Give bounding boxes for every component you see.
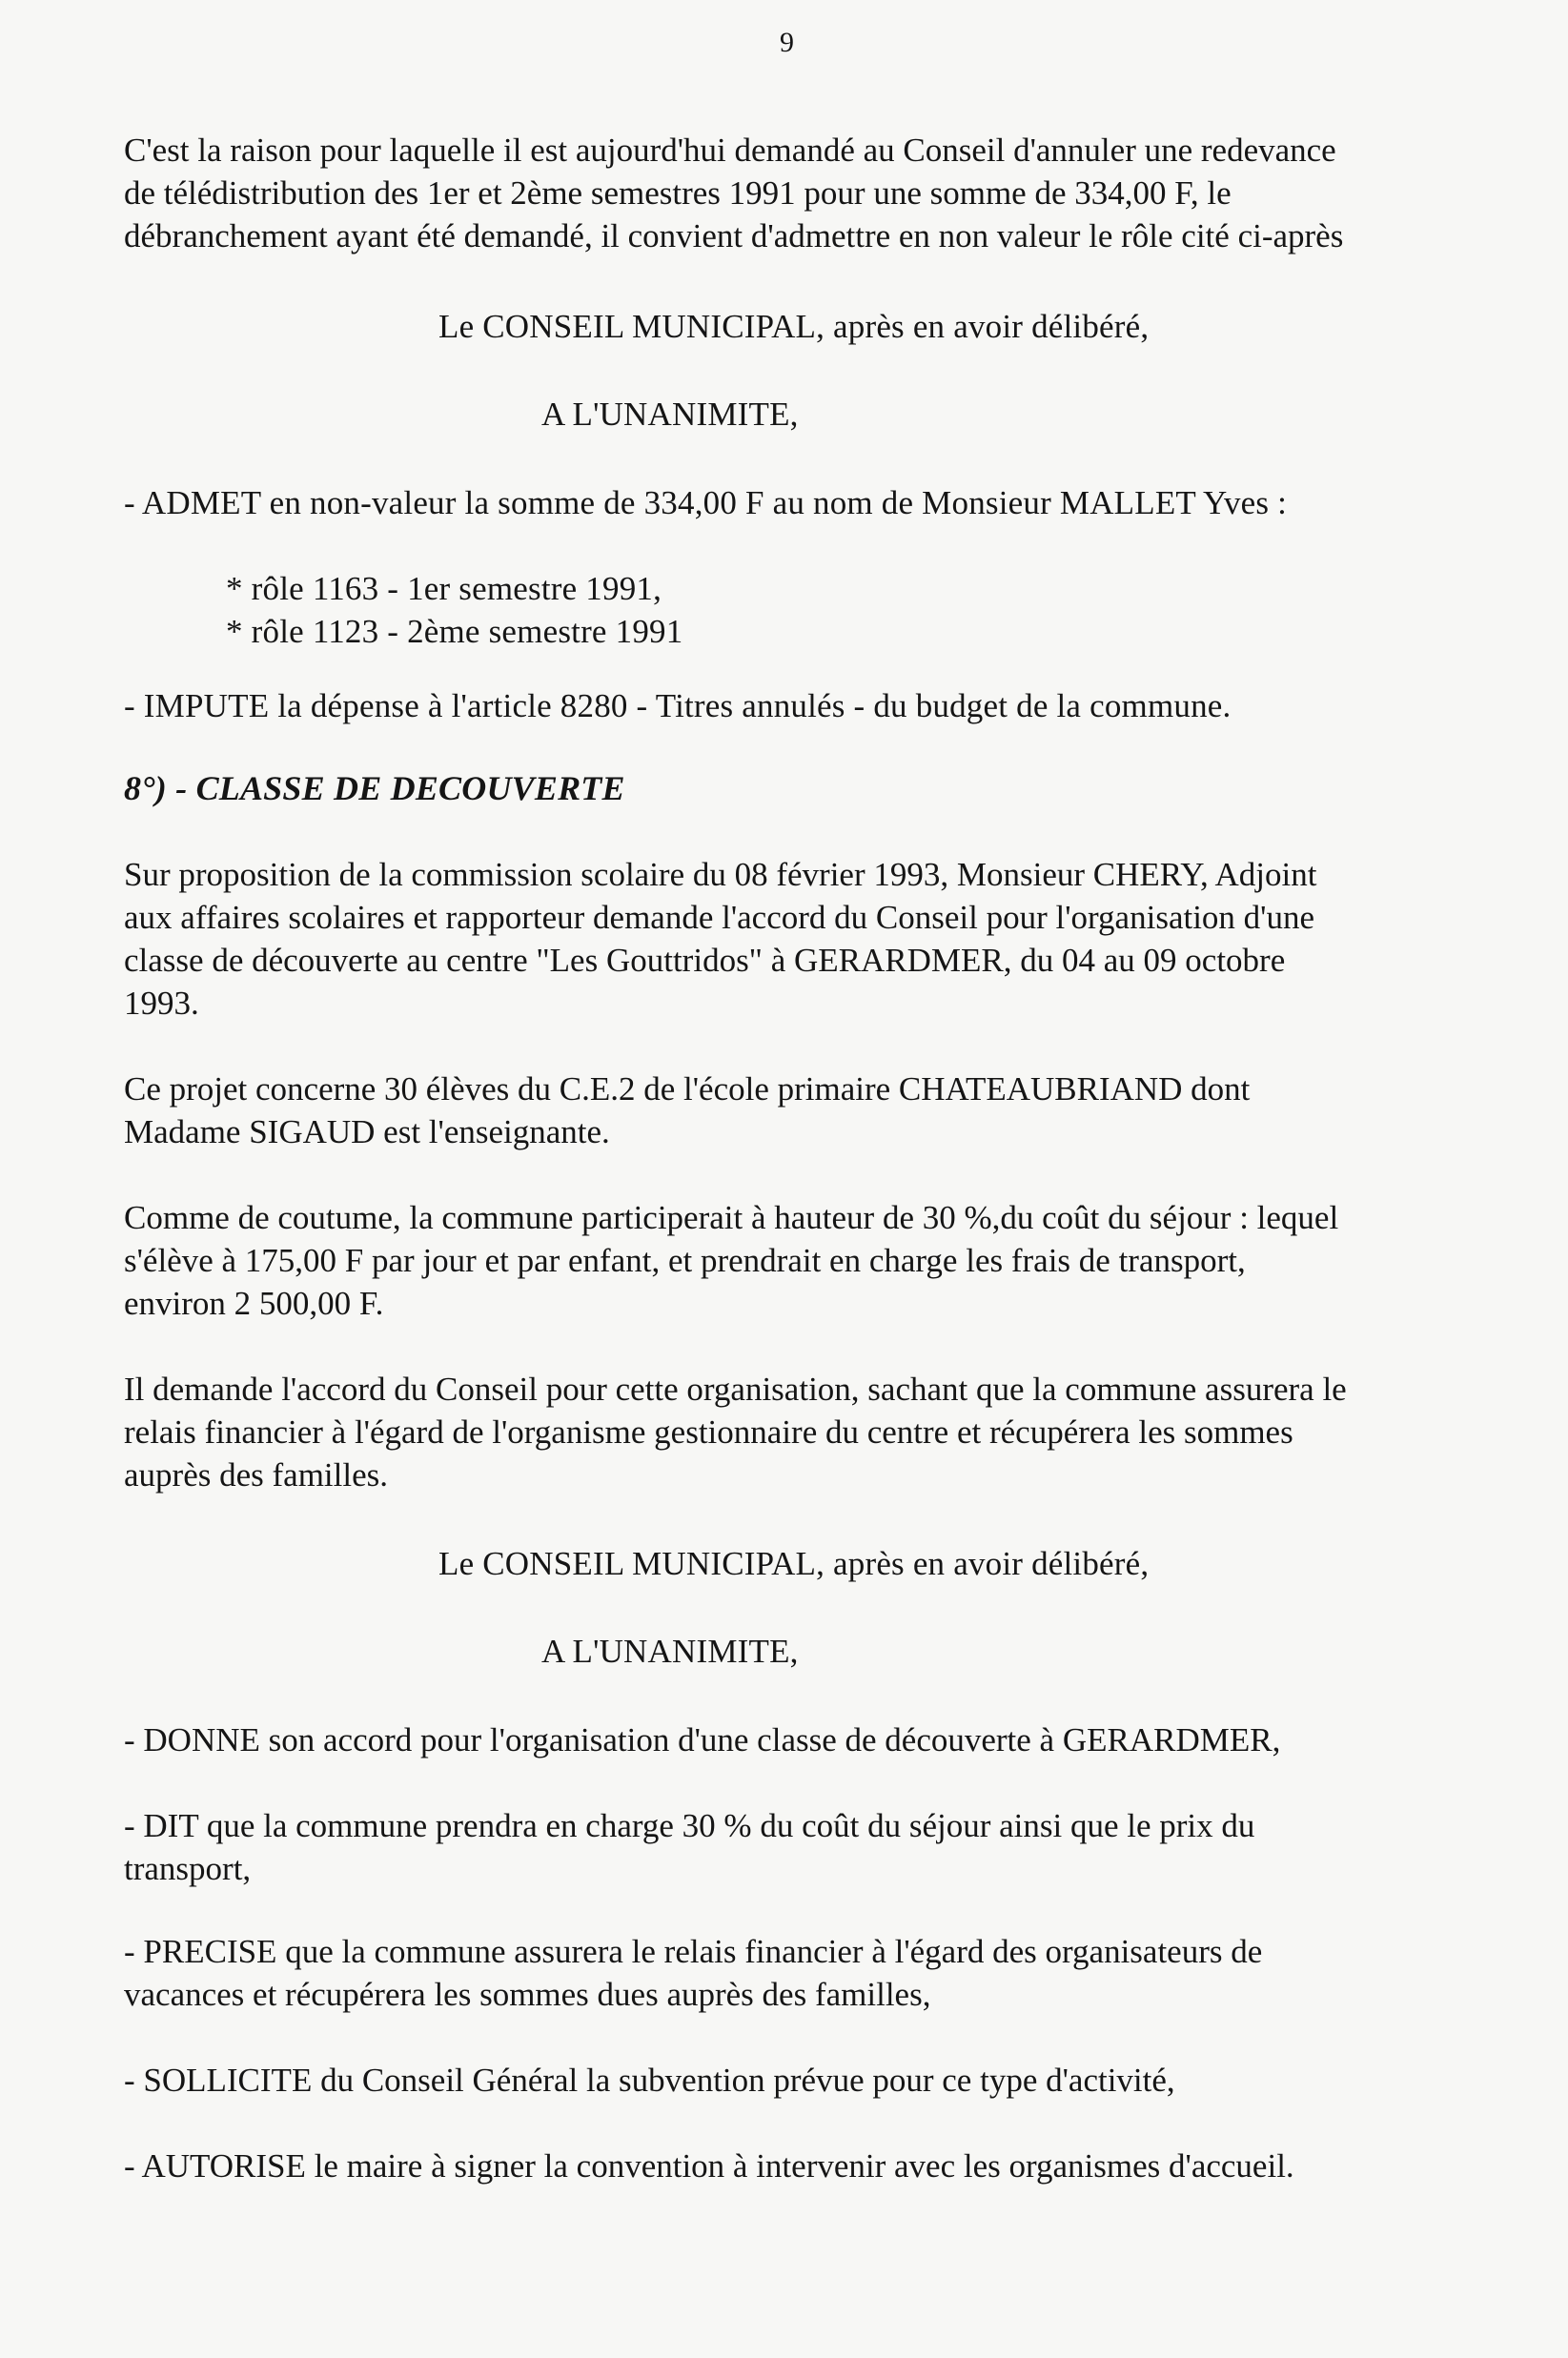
role-item: * rôle 1123 - 2ème semestre 1991 <box>226 613 683 650</box>
paragraph-line: Sur proposition de la commission scolaire du 08 février 1993, Monsieur CHERY, Adjoint <box>124 856 1317 893</box>
project-paragraph <box>124 1067 1477 1153</box>
paragraph-line: Il demande l'accord du Conseil pour cette organisation, sachant que la commune assurera le <box>124 1371 1347 1408</box>
paragraph-line: environ 2 500,00 F. <box>124 1285 384 1322</box>
paragraph-line: aux affaires scolaires et rapporteur demande l'accord du Conseil pour l'organisation d'une <box>124 899 1315 936</box>
unanimity-line: A L'UNANIMITE, <box>541 1633 799 1670</box>
role-item: * rôle 1163 - 1er semestre 1991, <box>226 570 662 607</box>
paragraph-line: Madame SIGAUD est l'enseignante. <box>124 1113 610 1150</box>
intro-line: C'est la raison pour laquelle il est aujourd'hui demandé au Conseil d'annuler une redevance <box>124 132 1336 169</box>
paragraph-line: relais financier à l'égard de l'organisme gestionnaire du centre et récupérera les sommes <box>124 1413 1293 1451</box>
decision-donne <box>124 1718 1477 1761</box>
decision-line: - SOLLICITE du Conseil Général la subvention prévue pour ce type d'activité, <box>124 2062 1175 2099</box>
section-title: 8°) - CLASSE DE DECOUVERTE <box>124 769 625 807</box>
impute-decision: - IMPUTE la dépense à l'article 8280 - Titres annulés - du budget de la commune. <box>124 687 1232 724</box>
decision-dit <box>124 1804 1477 1890</box>
decision-sollicite <box>124 2059 1477 2102</box>
proposal-paragraph <box>124 853 1477 1025</box>
request-paragraph <box>124 1368 1477 1496</box>
cost-paragraph <box>124 1196 1477 1325</box>
paragraph-line: Ce projet concerne 30 élèves du C.E.2 de l'école primaire CHATEAUBRIAND dont <box>124 1070 1251 1108</box>
council-deliberation-line: Le CONSEIL MUNICIPAL, après en avoir délibéré, <box>438 1545 1150 1582</box>
decision-line: transport, <box>124 1850 252 1887</box>
paragraph-line: Comme de coutume, la commune participerait à hauteur de 30 %,du coût du séjour : lequel <box>124 1199 1339 1236</box>
decision-line: - DIT que la commune prendra en charge 30 % du coût du séjour ainsi que le prix du <box>124 1807 1255 1844</box>
decision-line: vacances et récupérera les sommes dues auprès des familles, <box>124 1976 931 2013</box>
intro-line: de télédistribution des 1er et 2ème semestres 1991 pour une somme de 334,00 F, le <box>124 174 1232 212</box>
page-number: 9 <box>780 27 794 58</box>
paragraph-line: 1993. <box>124 985 199 1022</box>
decision-line: - DONNE son accord pour l'organisation d'une classe de découverte à GERARDMER, <box>124 1721 1281 1758</box>
decision-line: - AUTORISE le maire à signer la convention à intervenir avec les organismes d'accueil. <box>124 2147 1294 2185</box>
admet-decision: - ADMET en non-valeur la somme de 334,00 F au nom de Monsieur MALLET Yves : <box>124 484 1288 521</box>
intro-paragraph <box>124 129 1477 257</box>
paragraph-line: classe de découverte au centre "Les Gouttridos" à GERARDMER, du 04 au 09 octobre <box>124 942 1286 979</box>
council-deliberation-line: Le CONSEIL MUNICIPAL, après en avoir délibéré, <box>438 308 1150 345</box>
paragraph-line: s'élève à 175,00 F par jour et par enfant, et prendrait en charge les frais de transport, <box>124 1242 1246 1279</box>
unanimity-line: A L'UNANIMITE, <box>541 396 799 433</box>
decision-autorise <box>124 2145 1477 2187</box>
decision-precise <box>124 1930 1477 2016</box>
decision-line: - PRECISE que la commune assurera le relais financier à l'égard des organisateurs de <box>124 1933 1263 1970</box>
intro-line: débranchement ayant été demandé, il convient d'admettre en non valeur le rôle cité ci-après <box>124 217 1344 254</box>
paragraph-line: auprès des familles. <box>124 1456 388 1494</box>
